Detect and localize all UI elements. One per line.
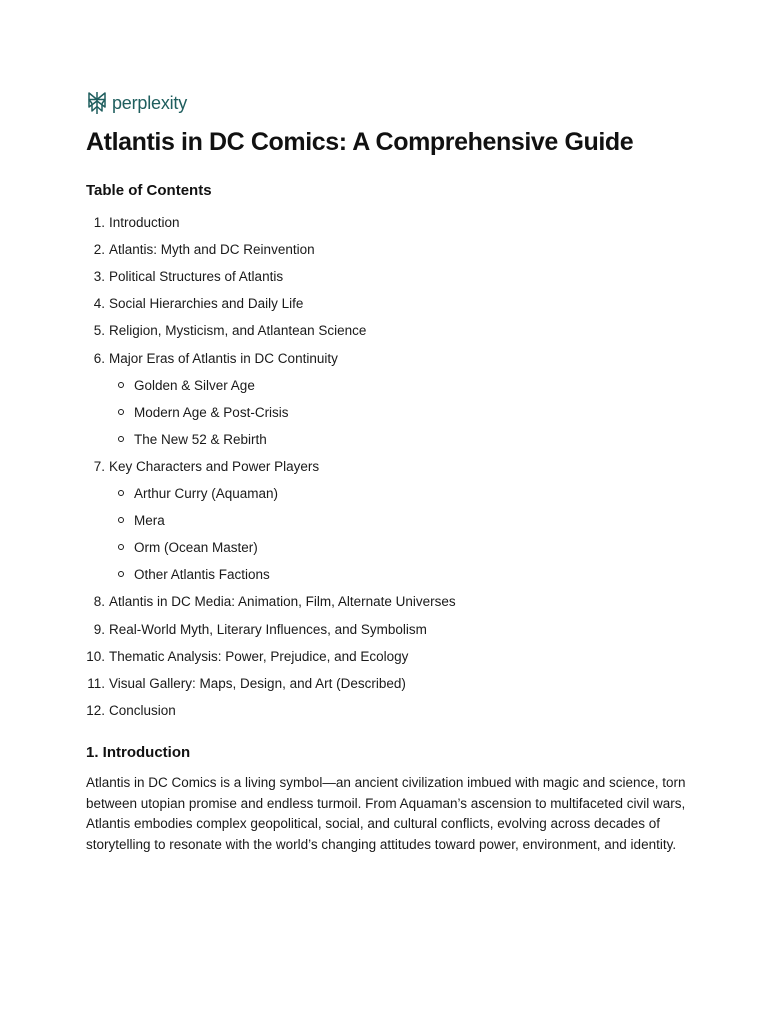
hollow-bullet-icon (118, 571, 124, 577)
introduction-heading: 1. Introduction (86, 744, 191, 761)
toc-item-label: Religion, Mysticism, and Atlantean Science (109, 323, 367, 339)
toc-item-label: Visual Gallery: Maps, Design, and Art (Described) (109, 675, 406, 691)
hollow-bullet-icon (118, 409, 124, 415)
toc-item-number: 10. (86, 648, 105, 664)
introduction-paragraph: Atlantis in DC Comics is a living symbol—an ancient civilization imbued with magic and science, torn between utopian promise and endless turmoil. From Aquaman’s ascension to multifaceted civil wars, Atlantis embodies complex geopolitical, social, and cultural conflicts, evolving across decades of storytelling to resonate with the world’s changing attitudes toward power, environment, and identity. (86, 775, 686, 852)
toc-heading: Table of Contents (86, 182, 212, 199)
toc-item-label: Key Characters and Power Players (109, 458, 320, 474)
toc-subitem-label: Golden & Silver Age (134, 377, 255, 393)
toc-item-number: 6. (93, 350, 105, 366)
toc-item-number: 12. (86, 702, 105, 718)
toc-subitem-label: Modern Age & Post-Crisis (134, 404, 289, 420)
toc-item-label: Conclusion (109, 702, 176, 718)
hollow-bullet-icon (118, 517, 124, 523)
hollow-bullet-icon (118, 490, 124, 496)
perplexity-logo-icon (86, 91, 108, 115)
page-title: Atlantis in DC Comics: A Comprehensive Guide (86, 128, 634, 156)
brand-name: perplexity (112, 92, 188, 113)
toc-subitem-label: The New 52 & Rebirth (134, 431, 267, 447)
brand-header (86, 90, 187, 116)
toc-item-label: Real-World Myth, Literary Influences, and Symbolism (109, 621, 427, 637)
hollow-bullet-icon (118, 436, 124, 442)
hollow-bullet-icon (118, 382, 124, 388)
toc-item-label: Thematic Analysis: Power, Prejudice, and Ecology (109, 648, 409, 664)
toc-item-number: 11. (87, 675, 105, 691)
toc-subitem-label: Arthur Curry (Aquaman) (134, 486, 279, 501)
toc-item-number: 1. (93, 215, 105, 230)
toc-item-number: 3. (93, 269, 105, 285)
toc-item-number: 7. (93, 458, 105, 474)
toc-subitem-label: Other Atlantis Factions (134, 567, 270, 583)
toc-item-number: 9. (93, 621, 105, 637)
toc-item-label: Atlantis in DC Media: Animation, Film, Alternate Universes (109, 594, 456, 610)
toc-item-label: Political Structures of Atlantis (109, 269, 284, 285)
toc-item-number: 2. (93, 242, 105, 258)
toc-item-number: 5. (93, 323, 105, 339)
toc-item-number: 8. (93, 594, 105, 610)
toc-item-label: Major Eras of Atlantis in DC Continuity (109, 350, 338, 366)
toc-item-label: Social Hierarchies and Daily Life (109, 296, 304, 312)
toc-item-label: Introduction (109, 215, 180, 230)
toc-subitem-label: Mera (134, 513, 165, 529)
toc-item-number: 4. (93, 296, 105, 312)
hollow-bullet-icon (118, 544, 124, 550)
toc-subitem-label: Orm (Ocean Master) (134, 540, 258, 556)
toc-item-label: Atlantis: Myth and DC Reinvention (109, 242, 315, 258)
